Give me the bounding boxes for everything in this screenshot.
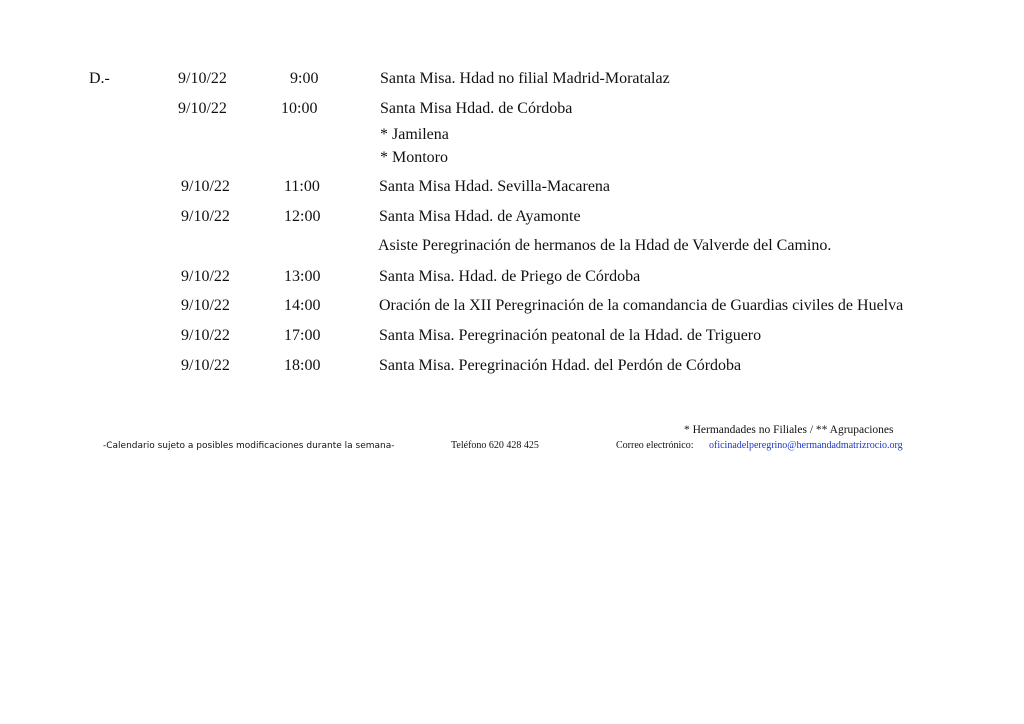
row-event: Santa Misa Hdad. de Ayamonte — [379, 208, 581, 225]
row-date: 9/10/22 — [178, 70, 227, 87]
row-time: 13:00 — [284, 268, 321, 285]
schedule-row — [181, 327, 781, 349]
row-event: Santa Misa Hdad. de Córdoba — [380, 100, 573, 117]
row-date: 9/10/22 — [181, 357, 230, 374]
row-time: 11:00 — [284, 178, 320, 195]
row-event: Santa Misa. Peregrinación Hdad. del Perdón de Córdoba — [379, 357, 742, 374]
sub-item: * Montoro — [380, 149, 448, 166]
schedule-row — [178, 100, 778, 122]
day-label: D.- — [89, 70, 110, 87]
row-event: Santa Misa. Peregrinación peatonal de la Hdad. de Triguero — [379, 327, 762, 344]
row-event: Santa Misa Hdad. Sevilla-Macarena — [379, 178, 611, 195]
row-event: Santa Misa. Hdad. de Priego de Córdoba — [379, 268, 641, 285]
row-time: 18:00 — [284, 357, 321, 374]
row-time: 17:00 — [284, 327, 321, 344]
row-event: Santa Misa. Hdad no filial Madrid-Moratalaz — [380, 70, 670, 87]
row-time: 10:00 — [281, 100, 318, 117]
schedule-row — [181, 268, 781, 290]
schedule-row — [181, 297, 961, 319]
sub-item: * Jamilena — [380, 126, 449, 143]
row-date: 9/10/22 — [181, 268, 230, 285]
row-time: 9:00 — [290, 70, 319, 87]
schedule-row — [181, 178, 781, 200]
footer-disclaimer: -Calendario sujeto a posibles modificaciones durante la semana- — [103, 441, 395, 451]
row-time: 12:00 — [284, 208, 321, 225]
row-event: Oración de la XII Peregrinación de la comandancia de Guardias civiles de Huelva — [379, 297, 904, 314]
schedule-row — [178, 70, 778, 92]
schedule-row — [181, 357, 781, 379]
footer-legend: * Hermandades no Filiales / ** Agrupaciones — [684, 424, 894, 436]
footer-email-link[interactable]: oficinadelperegrino@hermandadmatrizrocio.org — [709, 440, 903, 451]
schedule-row — [181, 208, 781, 230]
row-date: 9/10/22 — [181, 178, 230, 195]
row-time: 14:00 — [284, 297, 321, 314]
row-date: 9/10/22 — [178, 100, 227, 117]
row-date: 9/10/22 — [181, 208, 230, 225]
row-date: 9/10/22 — [181, 297, 230, 314]
row-date: 9/10/22 — [181, 327, 230, 344]
note-text: Asiste Peregrinación de hermanos de la Hdad de Valverde del Camino. — [378, 237, 832, 254]
footer-phone: Teléfono 620 428 425 — [451, 440, 539, 451]
footer-email-label: Correo electrónico: — [616, 440, 694, 451]
